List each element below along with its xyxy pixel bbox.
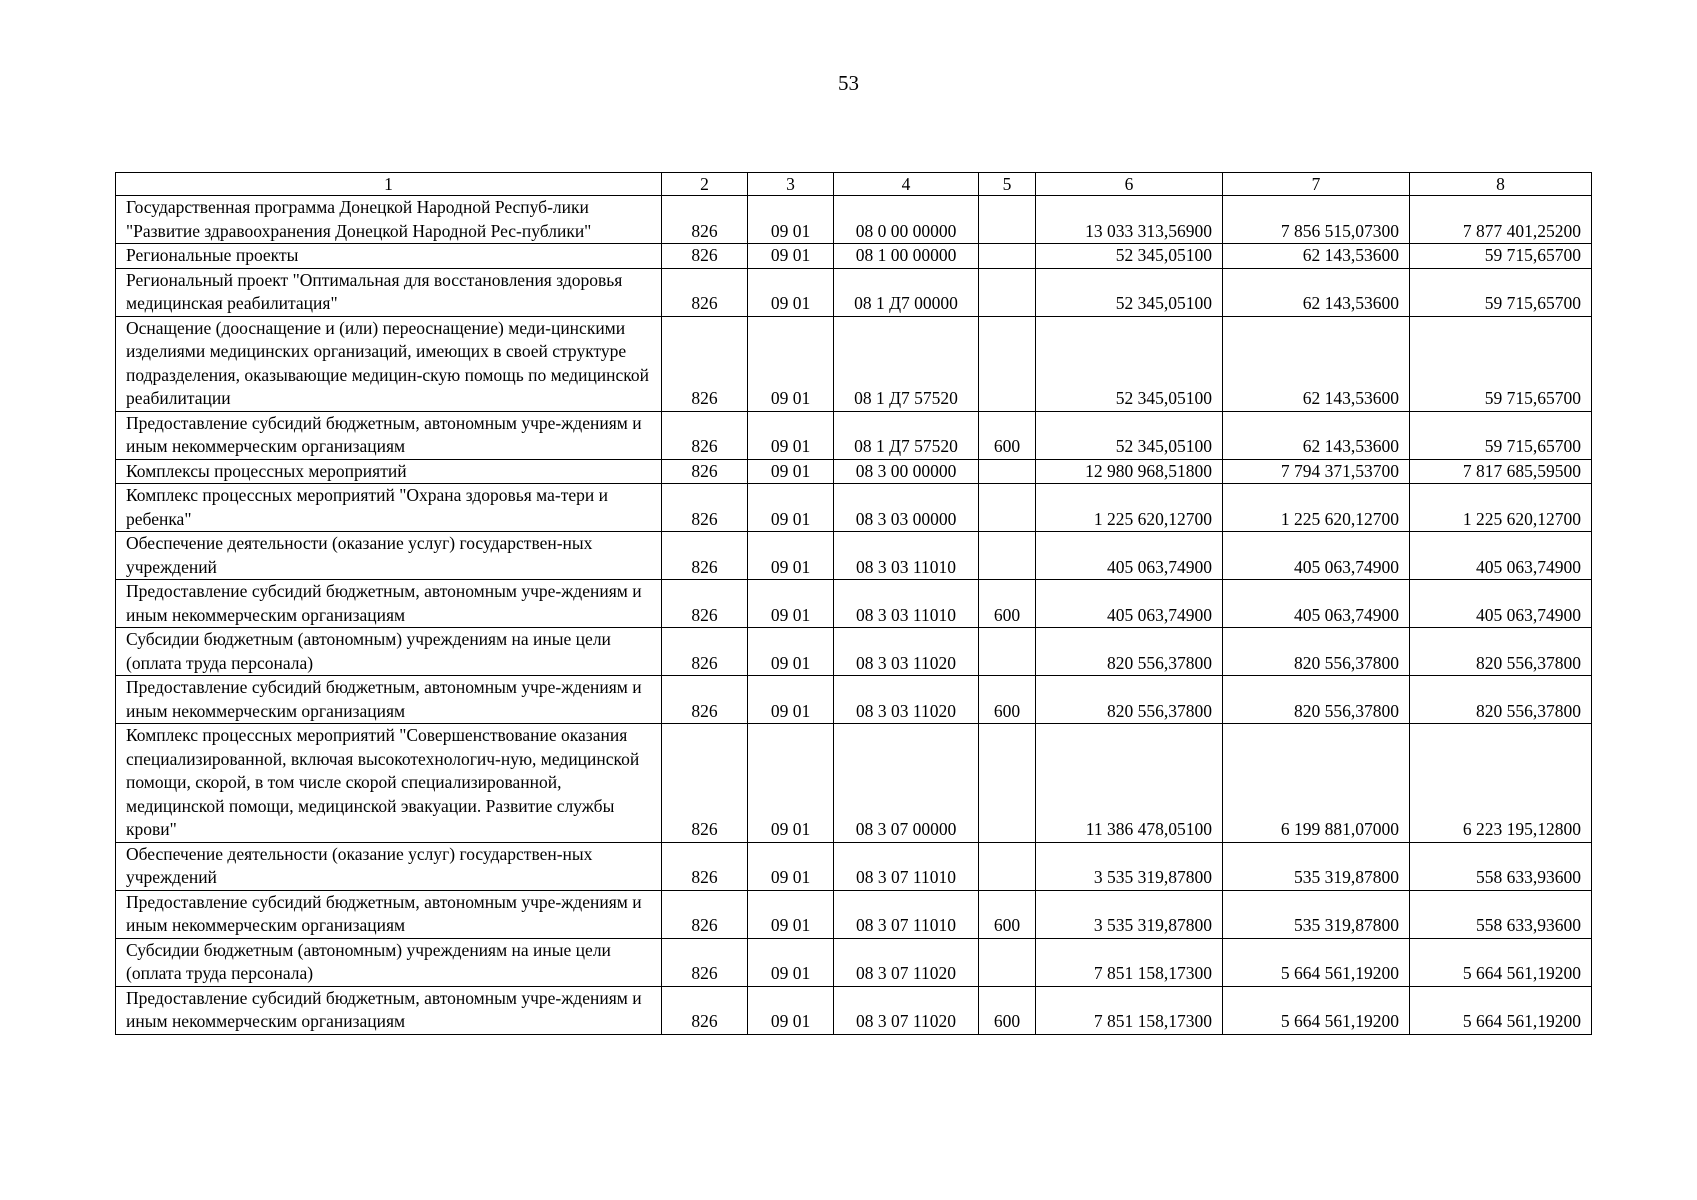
amount-col7-cell: 535 319,87800 bbox=[1223, 890, 1410, 938]
table-row bbox=[116, 938, 1592, 986]
expense-type-cell bbox=[979, 196, 1036, 244]
table-row bbox=[116, 842, 1592, 890]
row-name-cell: Оснащение (дооснащение и (или) переоснащение) меди-цинскими изделиями медицинских организаций, имеющих в своей структуре подразделения, оказывающие медицин-скую помощь по медицинской реабилитации bbox=[116, 316, 662, 411]
amount-col8-cell: 405 063,74900 bbox=[1410, 580, 1592, 628]
target-article-cell: 08 3 03 11010 bbox=[834, 532, 979, 580]
ministry-code-cell: 826 bbox=[662, 484, 748, 532]
target-article-cell: 08 3 03 11020 bbox=[834, 628, 979, 676]
amount-col8-cell: 5 664 561,19200 bbox=[1410, 938, 1592, 986]
amount-col6-cell: 1 225 620,12700 bbox=[1036, 484, 1223, 532]
amount-col8-cell: 405 063,74900 bbox=[1410, 532, 1592, 580]
row-name-cell: Предоставление субсидий бюджетным, автономным учре-ждениям и иным некоммерческим организациям bbox=[116, 676, 662, 724]
amount-col6-cell: 52 345,05100 bbox=[1036, 268, 1223, 316]
expense-type-cell bbox=[979, 316, 1036, 411]
expense-type-cell bbox=[979, 628, 1036, 676]
amount-col7-cell: 62 143,53600 bbox=[1223, 244, 1410, 269]
ministry-code-cell: 826 bbox=[662, 459, 748, 484]
target-article-cell: 08 1 Д7 57520 bbox=[834, 411, 979, 459]
ministry-code-cell: 826 bbox=[662, 628, 748, 676]
amount-col6-cell: 3 535 319,87800 bbox=[1036, 842, 1223, 890]
amount-col8-cell: 59 715,65700 bbox=[1410, 244, 1592, 269]
section-code-cell: 09 01 bbox=[748, 244, 834, 269]
table-row bbox=[116, 628, 1592, 676]
expense-type-cell bbox=[979, 484, 1036, 532]
table-row bbox=[116, 724, 1592, 843]
section-code-cell: 09 01 bbox=[748, 842, 834, 890]
ministry-code-cell: 826 bbox=[662, 316, 748, 411]
row-name-cell: Предоставление субсидий бюджетным, автономным учре-ждениям и иным некоммерческим организациям bbox=[116, 890, 662, 938]
amount-col6-cell: 820 556,37800 bbox=[1036, 676, 1223, 724]
column-header: 3 bbox=[748, 173, 834, 196]
section-code-cell: 09 01 bbox=[748, 268, 834, 316]
amount-col8-cell: 7 877 401,25200 bbox=[1410, 196, 1592, 244]
table-row bbox=[116, 484, 1592, 532]
expense-type-cell: 600 bbox=[979, 986, 1036, 1034]
section-code-cell: 09 01 bbox=[748, 676, 834, 724]
amount-col6-cell: 13 033 313,56900 bbox=[1036, 196, 1223, 244]
column-header: 5 bbox=[979, 173, 1036, 196]
target-article-cell: 08 3 03 11020 bbox=[834, 676, 979, 724]
amount-col6-cell: 12 980 968,51800 bbox=[1036, 459, 1223, 484]
row-name-cell: Обеспечение деятельности (оказание услуг) государствен-ных учреждений bbox=[116, 532, 662, 580]
budget-table bbox=[115, 172, 1592, 1035]
column-header: 1 bbox=[116, 173, 662, 196]
ministry-code-cell: 826 bbox=[662, 842, 748, 890]
target-article-cell: 08 3 07 11020 bbox=[834, 986, 979, 1034]
amount-col8-cell: 558 633,93600 bbox=[1410, 890, 1592, 938]
ministry-code-cell: 826 bbox=[662, 676, 748, 724]
section-code-cell: 09 01 bbox=[748, 532, 834, 580]
amount-col7-cell: 6 199 881,07000 bbox=[1223, 724, 1410, 843]
table-row bbox=[116, 268, 1592, 316]
amount-col7-cell: 820 556,37800 bbox=[1223, 676, 1410, 724]
amount-col7-cell: 5 664 561,19200 bbox=[1223, 938, 1410, 986]
amount-col7-cell: 62 143,53600 bbox=[1223, 316, 1410, 411]
row-name-cell: Субсидии бюджетным (автономным) учреждениям на иные цели (оплата труда персонала) bbox=[116, 628, 662, 676]
amount-col6-cell: 405 063,74900 bbox=[1036, 580, 1223, 628]
row-name-cell: Комплексы процессных мероприятий bbox=[116, 459, 662, 484]
ministry-code-cell: 826 bbox=[662, 580, 748, 628]
section-code-cell: 09 01 bbox=[748, 986, 834, 1034]
amount-col6-cell: 7 851 158,17300 bbox=[1036, 938, 1223, 986]
row-name-cell: Предоставление субсидий бюджетным, автономным учре-ждениям и иным некоммерческим организациям bbox=[116, 986, 662, 1034]
table-row bbox=[116, 676, 1592, 724]
expense-type-cell bbox=[979, 842, 1036, 890]
amount-col6-cell: 11 386 478,05100 bbox=[1036, 724, 1223, 843]
amount-col7-cell: 62 143,53600 bbox=[1223, 411, 1410, 459]
amount-col8-cell: 7 817 685,59500 bbox=[1410, 459, 1592, 484]
amount-col7-cell: 535 319,87800 bbox=[1223, 842, 1410, 890]
table-row bbox=[116, 196, 1592, 244]
amount-col6-cell: 7 851 158,17300 bbox=[1036, 986, 1223, 1034]
section-code-cell: 09 01 bbox=[748, 628, 834, 676]
amount-col6-cell: 3 535 319,87800 bbox=[1036, 890, 1223, 938]
ministry-code-cell: 826 bbox=[662, 244, 748, 269]
table-row bbox=[116, 244, 1592, 269]
expense-type-cell: 600 bbox=[979, 890, 1036, 938]
column-header: 6 bbox=[1036, 173, 1223, 196]
ministry-code-cell: 826 bbox=[662, 724, 748, 843]
amount-col6-cell: 52 345,05100 bbox=[1036, 411, 1223, 459]
target-article-cell: 08 3 07 11010 bbox=[834, 842, 979, 890]
page-number: 53 bbox=[838, 71, 859, 95]
target-article-cell: 08 3 03 11010 bbox=[834, 580, 979, 628]
amount-col7-cell: 405 063,74900 bbox=[1223, 532, 1410, 580]
table-body bbox=[116, 196, 1592, 1035]
amount-col8-cell: 59 715,65700 bbox=[1410, 268, 1592, 316]
expense-type-cell bbox=[979, 268, 1036, 316]
column-header: 8 bbox=[1410, 173, 1592, 196]
expense-type-cell bbox=[979, 459, 1036, 484]
section-code-cell: 09 01 bbox=[748, 890, 834, 938]
table-row bbox=[116, 580, 1592, 628]
expense-type-cell bbox=[979, 532, 1036, 580]
amount-col8-cell: 558 633,93600 bbox=[1410, 842, 1592, 890]
section-code-cell: 09 01 bbox=[748, 196, 834, 244]
table-row bbox=[116, 459, 1592, 484]
target-article-cell: 08 1 Д7 00000 bbox=[834, 268, 979, 316]
target-article-cell: 08 3 07 11020 bbox=[834, 938, 979, 986]
table-row bbox=[116, 532, 1592, 580]
target-article-cell: 08 3 00 00000 bbox=[834, 459, 979, 484]
amount-col8-cell: 1 225 620,12700 bbox=[1410, 484, 1592, 532]
amount-col7-cell: 62 143,53600 bbox=[1223, 268, 1410, 316]
ministry-code-cell: 826 bbox=[662, 532, 748, 580]
header-row bbox=[116, 173, 1592, 196]
expense-type-cell: 600 bbox=[979, 411, 1036, 459]
amount-col7-cell: 820 556,37800 bbox=[1223, 628, 1410, 676]
amount-col8-cell: 820 556,37800 bbox=[1410, 676, 1592, 724]
table-row bbox=[116, 890, 1592, 938]
section-code-cell: 09 01 bbox=[748, 938, 834, 986]
amount-col6-cell: 52 345,05100 bbox=[1036, 244, 1223, 269]
target-article-cell: 08 3 07 00000 bbox=[834, 724, 979, 843]
row-name-cell: Региональный проект "Оптимальная для восстановления здоровья медицинская реабилитация" bbox=[116, 268, 662, 316]
section-code-cell: 09 01 bbox=[748, 316, 834, 411]
table-row bbox=[116, 411, 1592, 459]
amount-col7-cell: 7 856 515,07300 bbox=[1223, 196, 1410, 244]
expense-type-cell bbox=[979, 724, 1036, 843]
table-row bbox=[116, 986, 1592, 1034]
row-name-cell: Комплекс процессных мероприятий "Совершенствование оказания специализированной, включая высокотехнологич-ную, медицинской помощи, скорой, в том числе скорой специализированной, медицинской помощи, медицинской эвакуации. Развитие службы крови" bbox=[116, 724, 662, 843]
amount-col8-cell: 820 556,37800 bbox=[1410, 628, 1592, 676]
row-name-cell: Предоставление субсидий бюджетным, автономным учре-ждениям и иным некоммерческим организациям bbox=[116, 580, 662, 628]
row-name-cell: Субсидии бюджетным (автономным) учреждениям на иные цели (оплата труда персонала) bbox=[116, 938, 662, 986]
amount-col6-cell: 820 556,37800 bbox=[1036, 628, 1223, 676]
section-code-cell: 09 01 bbox=[748, 459, 834, 484]
target-article-cell: 08 3 07 11010 bbox=[834, 890, 979, 938]
amount-col8-cell: 5 664 561,19200 bbox=[1410, 986, 1592, 1034]
target-article-cell: 08 1 00 00000 bbox=[834, 244, 979, 269]
section-code-cell: 09 01 bbox=[748, 724, 834, 843]
ministry-code-cell: 826 bbox=[662, 196, 748, 244]
row-name-cell: Комплекс процессных мероприятий "Охрана здоровья ма-тери и ребенка" bbox=[116, 484, 662, 532]
amount-col6-cell: 52 345,05100 bbox=[1036, 316, 1223, 411]
expense-type-cell bbox=[979, 244, 1036, 269]
amount-col7-cell: 5 664 561,19200 bbox=[1223, 986, 1410, 1034]
column-header: 2 bbox=[662, 173, 748, 196]
amount-col7-cell: 7 794 371,53700 bbox=[1223, 459, 1410, 484]
section-code-cell: 09 01 bbox=[748, 411, 834, 459]
table-row bbox=[116, 316, 1592, 411]
row-name-cell: Государственная программа Донецкой Народной Респуб-лики "Развитие здравоохранения Донецкой Народной Рес-публики" bbox=[116, 196, 662, 244]
target-article-cell: 08 1 Д7 57520 bbox=[834, 316, 979, 411]
target-article-cell: 08 0 00 00000 bbox=[834, 196, 979, 244]
expense-type-cell bbox=[979, 938, 1036, 986]
amount-col6-cell: 405 063,74900 bbox=[1036, 532, 1223, 580]
expense-type-cell: 600 bbox=[979, 676, 1036, 724]
row-name-cell: Обеспечение деятельности (оказание услуг) государствен-ных учреждений bbox=[116, 842, 662, 890]
column-header: 7 bbox=[1223, 173, 1410, 196]
column-header: 4 bbox=[834, 173, 979, 196]
ministry-code-cell: 826 bbox=[662, 890, 748, 938]
amount-col7-cell: 405 063,74900 bbox=[1223, 580, 1410, 628]
amount-col8-cell: 59 715,65700 bbox=[1410, 411, 1592, 459]
amount-col8-cell: 6 223 195,12800 bbox=[1410, 724, 1592, 843]
expense-type-cell: 600 bbox=[979, 580, 1036, 628]
ministry-code-cell: 826 bbox=[662, 938, 748, 986]
row-name-cell: Региональные проекты bbox=[116, 244, 662, 269]
row-name-cell: Предоставление субсидий бюджетным, автономным учре-ждениям и иным некоммерческим организациям bbox=[116, 411, 662, 459]
ministry-code-cell: 826 bbox=[662, 986, 748, 1034]
section-code-cell: 09 01 bbox=[748, 484, 834, 532]
section-code-cell: 09 01 bbox=[748, 580, 834, 628]
ministry-code-cell: 826 bbox=[662, 411, 748, 459]
amount-col7-cell: 1 225 620,12700 bbox=[1223, 484, 1410, 532]
target-article-cell: 08 3 03 00000 bbox=[834, 484, 979, 532]
amount-col8-cell: 59 715,65700 bbox=[1410, 316, 1592, 411]
ministry-code-cell: 826 bbox=[662, 268, 748, 316]
